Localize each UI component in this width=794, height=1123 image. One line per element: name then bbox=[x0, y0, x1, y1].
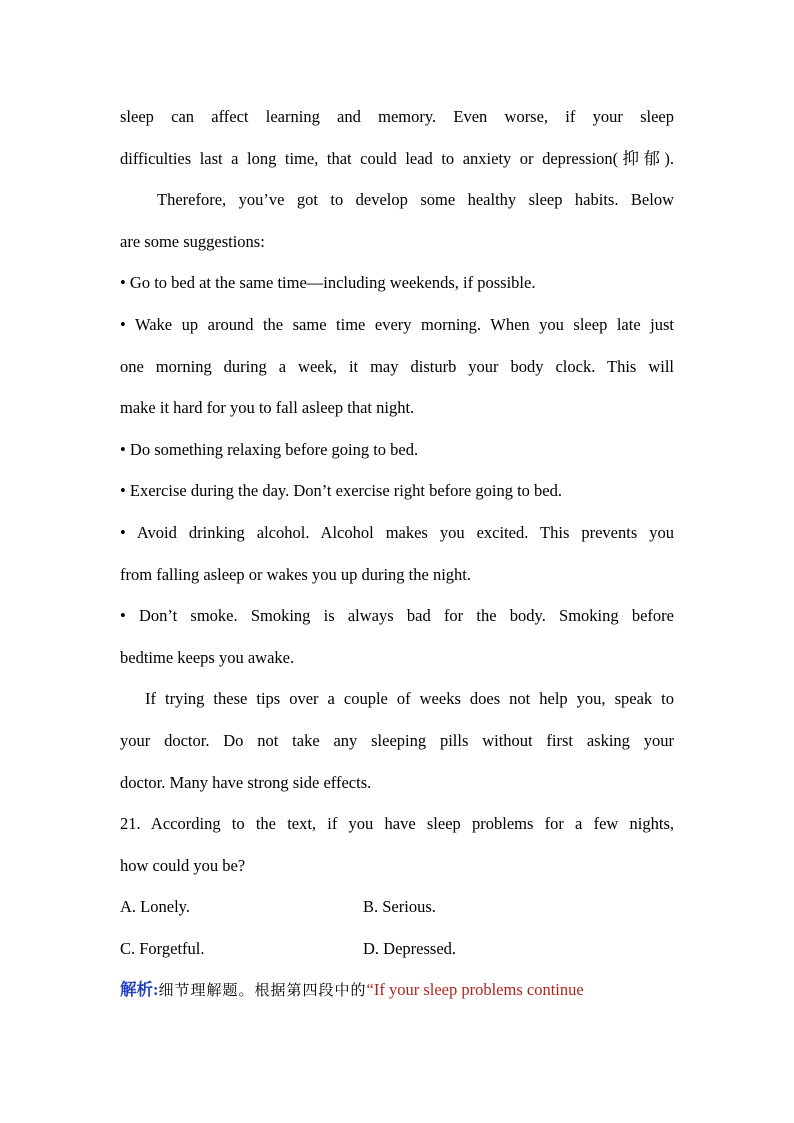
text-line: doctor. Many have strong side effects. bbox=[120, 772, 372, 792]
option-c: C. Forgetful. bbox=[120, 938, 205, 958]
bullet-item: • Don’t smoke. Smoking is always bad for the body. Smoking before bbox=[120, 606, 674, 626]
document-page bbox=[120, 96, 674, 1011]
text-line: your doctor. Do not take any sleeping pills without first asking your bbox=[120, 730, 674, 750]
option-d: D. Depressed. bbox=[363, 938, 457, 958]
analysis-label: 解析: bbox=[120, 980, 159, 1000]
options-row-1 bbox=[120, 886, 674, 928]
question-text: 21. According to the text, if you have sleep problems for a few nights, bbox=[120, 814, 674, 834]
question-text: how could you be? bbox=[120, 855, 246, 875]
bullet-item: • Do something relaxing before going to bed. bbox=[120, 439, 419, 459]
analysis-quote: “If your sleep problems continue bbox=[366, 980, 584, 1000]
option-a: A. Lonely. bbox=[120, 897, 190, 917]
text-line: are some suggestions: bbox=[120, 231, 265, 251]
text-line: difficulties last a long time, that could lead to anxiety or depression(抑郁). bbox=[120, 148, 674, 168]
text-line: Therefore, you’ve got to develop some healthy sleep habits. Below bbox=[157, 190, 674, 210]
bullet-item: • Avoid drinking alcohol. Alcohol makes you excited. This prevents you bbox=[120, 522, 674, 542]
text-line: sleep can affect learning and memory. Even worse, if your sleep bbox=[120, 107, 674, 126]
option-b: B. Serious. bbox=[363, 897, 436, 917]
analysis-text: 细节理解题。根据第四段中的 bbox=[158, 981, 367, 1000]
text-line: one morning during a week, it may disturb your body clock. This will bbox=[120, 356, 674, 376]
text-line: If trying these tips over a couple of weeks does not help you, speak to bbox=[145, 689, 674, 709]
bullet-item: • Wake up around the same time every morning. When you sleep late just bbox=[120, 314, 674, 334]
options-row-2 bbox=[120, 928, 674, 970]
bullet-item: • Go to bed at the same time—including weekends, if possible. bbox=[120, 273, 536, 293]
text-line: from falling asleep or wakes you up during the night. bbox=[120, 564, 472, 584]
analysis-line bbox=[120, 969, 674, 1011]
text-line: bedtime keeps you awake. bbox=[120, 647, 295, 667]
bullet-item: • Exercise during the day. Don’t exercise right before going to bed. bbox=[120, 481, 562, 501]
text-line: make it hard for you to fall asleep that night. bbox=[120, 398, 415, 418]
